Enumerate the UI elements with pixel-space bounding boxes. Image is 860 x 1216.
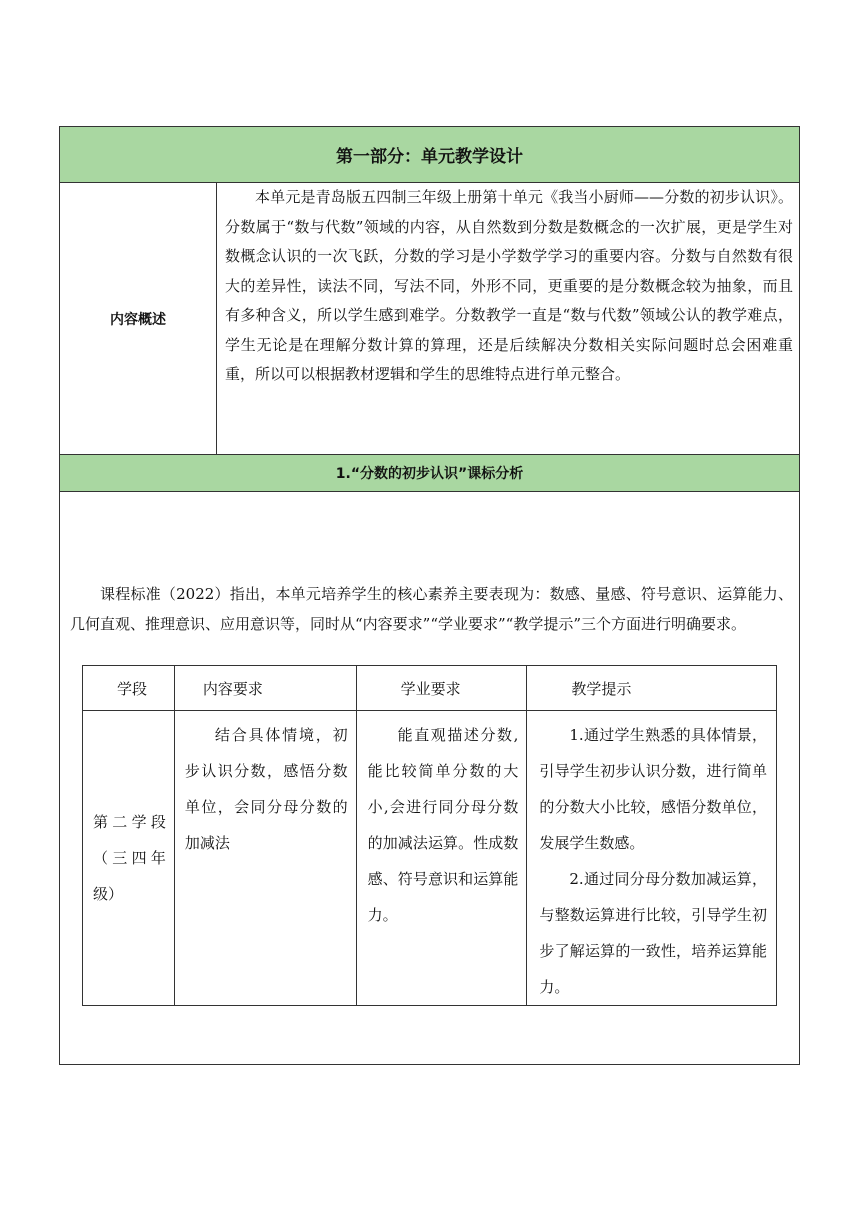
section-title: 第一部分：单元教学设计 <box>60 127 799 183</box>
header-academic: 学业要求 <box>356 666 527 711</box>
subsection-title: 1.“分数的初步认识”课标分析 <box>60 454 799 492</box>
curriculum-standard-table <box>82 665 777 1006</box>
overview-label: 内容概述 <box>60 183 217 454</box>
cell-tip-2: 2.通过同分母分数加减运算，与整数运算进行比较，引导学生初步了解运算的一致性，培养运算能力。 <box>539 870 767 996</box>
cell-academic: 能直观描述分数,能比较简单分数的大小,会进行同分母分数的加减法运算。性成数感、符号意识和运算能力。 <box>367 726 519 924</box>
header-content: 内容要求 <box>174 666 356 711</box>
standard-paragraph: 课程标准（2022）指出，本单元培养学生的核心素养主要表现为：数感、量感、符号意识、运算能力、几何直观、推理意识、应用意识等，同时从“内容要求”“学业要求”“教学提示”三个方面进行明确要求。 <box>70 585 793 633</box>
unit-design-table <box>59 126 800 1065</box>
table-row <box>83 711 777 1006</box>
overview-text: 本单元是青岛版五四制三年级上册第十单元《我当小厨师——分数的初步认识》。分数属于“数与代数”领域的内容，从自然数到分数是数概念的一次扩展，更是学生对数概念认识的一次飞跃，分数的学习是小学数学学习的重要内容。分数与自然数有很大的差异性，读法不同，写法不同，外形不同，更重要的是分数概念较为抽象，而且有多种含义，所以学生感到难学。分数教学一直是“数与代数”领域公认的教学难点，学生无论是在理解分数计算的算理，还是后续解决分数相关实际问题时总会困难重重，所以可以根据教材逻辑和学生的思维特点进行单元整合。 <box>225 188 793 383</box>
cell-stage: 第二学段（三四年级） <box>93 813 166 903</box>
cell-tip-1: 1.通过学生熟悉的具体情景，引导学生初步认识分数，进行简单的分数大小比较，感悟分数单位，发展学生数感。 <box>539 726 767 852</box>
overview-row <box>60 183 799 454</box>
header-tips: 教学提示 <box>527 666 777 711</box>
header-stage: 学段 <box>83 666 175 711</box>
table-header-row <box>83 666 777 711</box>
cell-content: 结合具体情境，初步认识分数，感悟分数单位，会同分母分数的加减法 <box>184 726 348 852</box>
